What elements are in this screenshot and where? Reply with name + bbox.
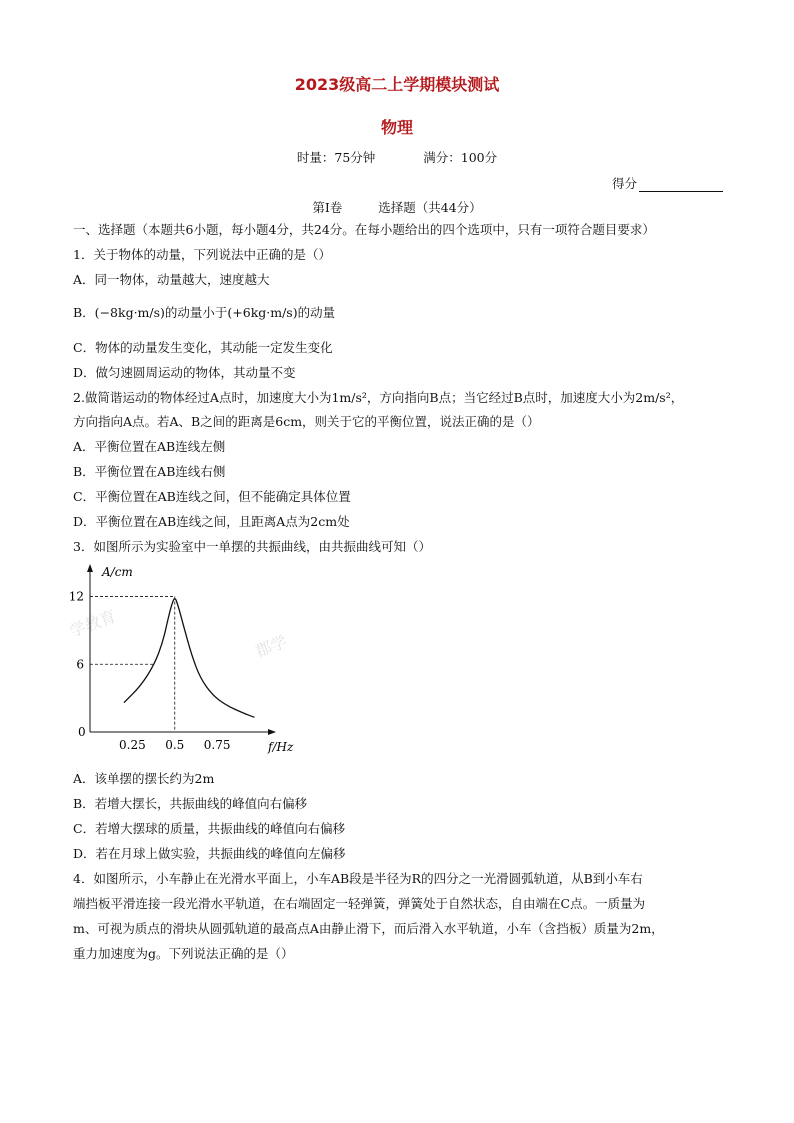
q3-option-d: D．若在月球上做实验，共振曲线的峰值向左偏移: [73, 846, 346, 861]
chart-svg: [68, 562, 308, 762]
q4-line-3: m、可视为质点的滑块从圆弧轨道的最高点A由静止滑下，而后滑入水平轨道，小车（含挡板）质量为2m，: [73, 921, 664, 936]
resonance-curve: [124, 599, 255, 718]
x-tick-label: 0.5: [165, 738, 185, 752]
q1-option-c: C．物体的动量发生变化，其动能一定发生变化: [73, 340, 333, 355]
q3-option-a: A．该单摆的摆长约为2m: [73, 771, 215, 786]
instructions: 一、选择题（本题共6小题，每小题4分，共24分。在每小题给出的四个选项中，只有一项符合题目要求）: [73, 222, 655, 237]
y-tick-label: 12: [68, 589, 84, 604]
q3-option-c: C．若增大摆球的质量，共振曲线的峰值向右偏移: [73, 821, 346, 836]
q1-stem: 1．关于物体的动量，下列说法中正确的是（）: [73, 247, 331, 262]
subject-title: 物理: [380, 118, 413, 137]
q2-option-b: B．平衡位置在AB连线右侧: [73, 464, 226, 479]
q1-option-d: D．做匀速圆周运动的物体，其动量不变: [73, 365, 296, 380]
score-label: 得分: [612, 176, 638, 191]
x-tick-label: 0.25: [119, 738, 146, 752]
q3-option-b: B．若增大摆长，共振曲线的峰值向右偏移: [73, 796, 308, 811]
q1-option-a: A．同一物体，动量越大，速度越大: [73, 272, 270, 287]
q4-line-2: 端挡板平滑连接一段光滑水平轨道，在右端固定一轻弹簧，弹簧处于自然状态，自由端在C点。一质量为: [73, 896, 646, 911]
q1-option-b: B．(−8kg·m/s)的动量小于(+6kg·m/s)的动量: [73, 305, 336, 320]
exam-title: 2023级高二上学期模块测试: [294, 75, 500, 94]
q4-line-1: 4．如图所示，小车静止在光滑水平面上，小车AB段是半径为R的四分之一光滑圆弧轨道，从B到小车右: [73, 871, 643, 886]
q2-stem-line1: 2.做简谐运动的物体经过A点时，加速度大小为1m/s²，方向指向B点；当它经过B点时，加速度大小为2m/s²，: [73, 390, 684, 405]
q2-option-c: C．平衡位置在AB连线之间，但不能确定具体位置: [73, 489, 351, 504]
q2-stem-line2: 方向指向A点。若A、B之间的距离是6cm，则关于它的平衡位置，说法正确的是（）: [73, 414, 540, 429]
section-name: 选择题（共44分）: [378, 200, 482, 215]
x-tick-label: 0.75: [203, 738, 231, 752]
y-tick-label: 6: [76, 657, 84, 672]
x-axis-label: f/Hz: [268, 740, 294, 754]
y-axis-arrow: [87, 564, 93, 572]
section-heading: [0, 198, 794, 216]
q2-option-a: A．平衡位置在AB连线左侧: [73, 439, 226, 454]
full-score: 满分：100分: [423, 150, 498, 165]
origin-label: 0: [78, 725, 86, 739]
watermark-text: 郡学: [252, 631, 290, 661]
q3-stem: 3．如图所示为实验室中一单摆的共振曲线，由共振曲线可知（）: [73, 539, 431, 554]
q4-line-4: 重力加速度为g。下列说法正确的是（）: [73, 946, 294, 961]
time-limit: 时量：75分钟: [296, 150, 376, 165]
resonance-curve-chart: [68, 562, 308, 762]
y-axis-label: A/cm: [102, 565, 133, 579]
exam-meta: [0, 148, 794, 166]
x-axis-arrow: [268, 729, 276, 735]
score-field: [612, 174, 723, 192]
score-blank-line: [639, 179, 723, 192]
section-label: 第Ⅰ卷: [312, 200, 343, 215]
q2-option-d: D．平衡位置在AB连线之间，且距离A点为2cm处: [73, 514, 350, 529]
watermark-text: 学教育: [68, 606, 119, 641]
